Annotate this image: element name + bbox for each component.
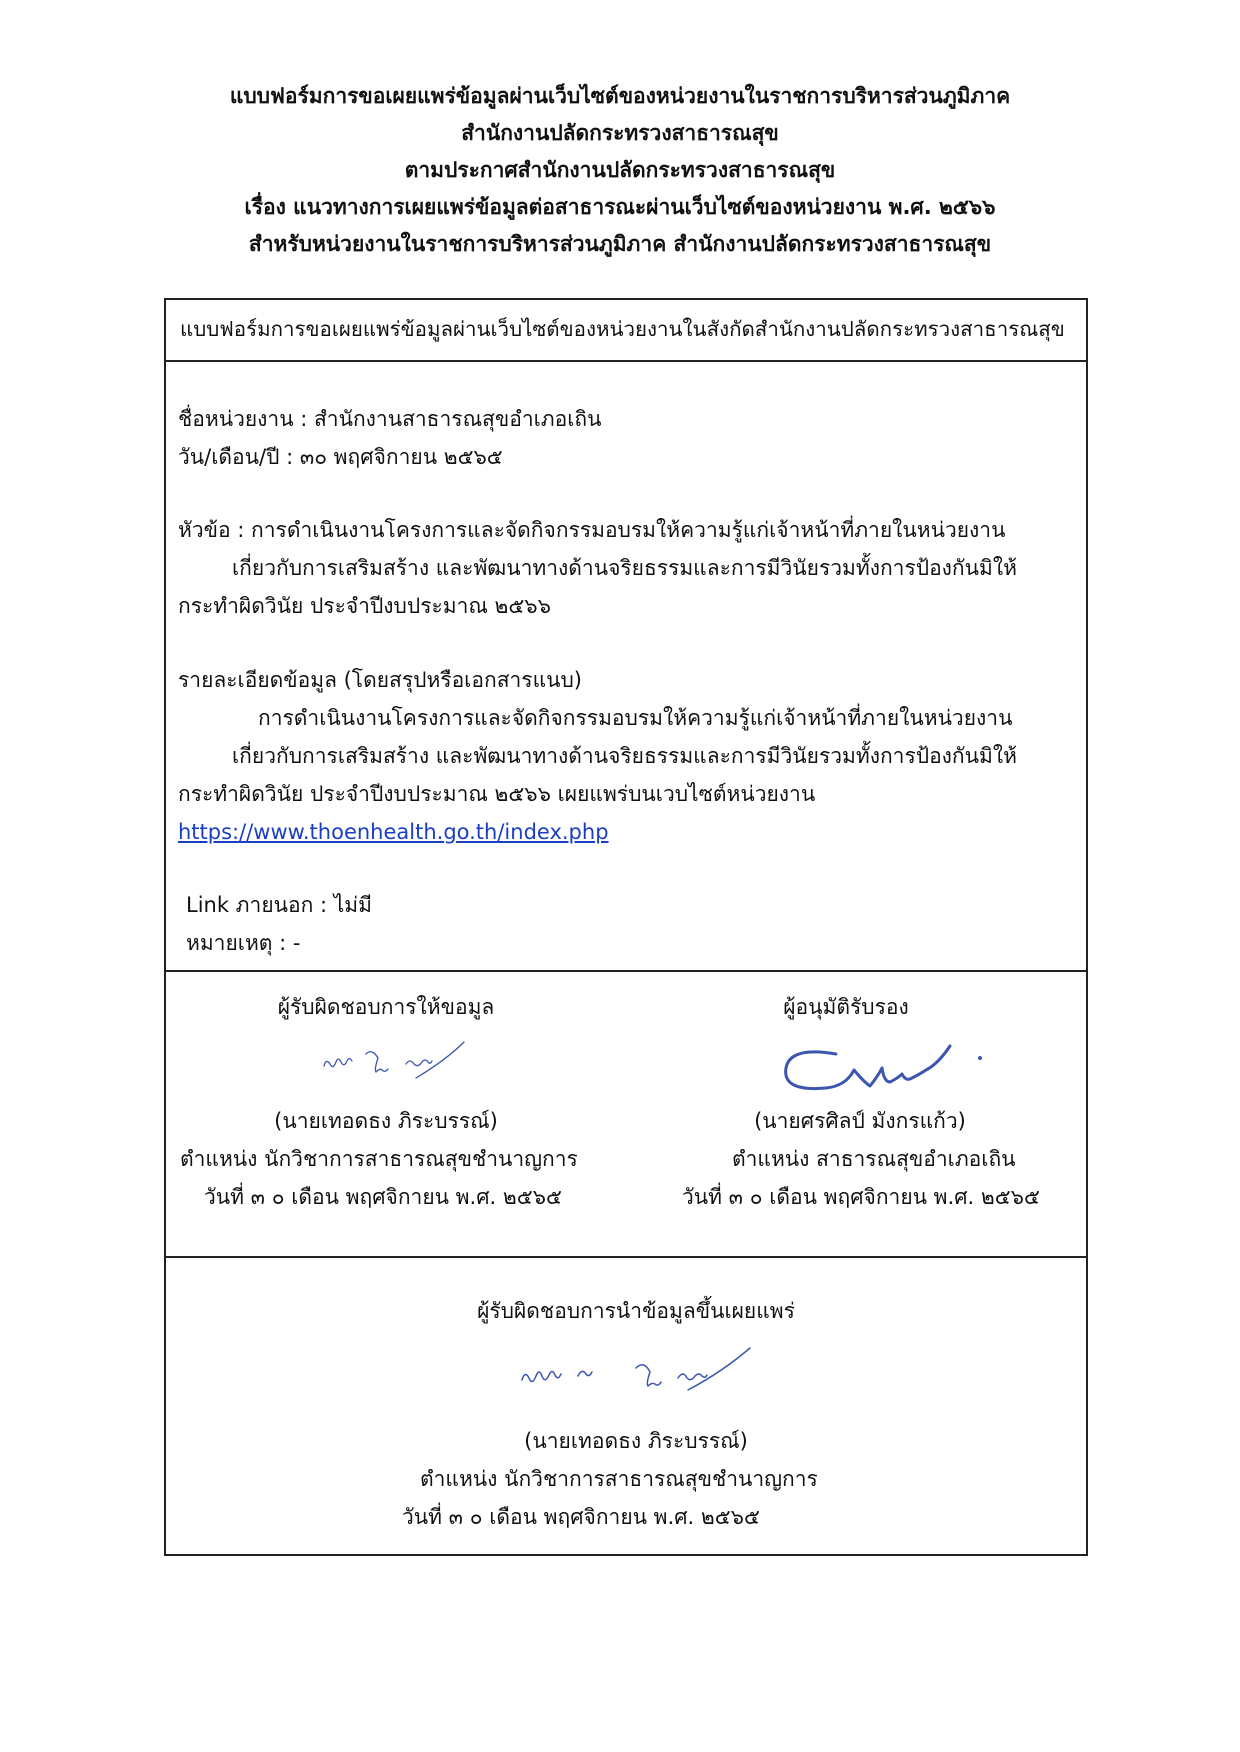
date-line: วัน/เดือน/ปี : ๓๐ พฤศจิกายน ๒๕๖๕ [178, 445, 503, 469]
topic-line-2: เกี่ยวกับการเสริมสร้าง และพัฒนาทางด้านจริยธรรมและการมีวินัยรวมทั้งการป้องกันมิให้ [232, 556, 1017, 580]
website-url-link[interactable]: https://www.thoenhealth.go.th/index.php [178, 820, 609, 844]
form-details-section [166, 360, 1086, 970]
header-title-line-5: สำหรับหน่วยงานในราชการบริหารส่วนภูมิภาค สำนักงานปลัดกระทรวงสาธารณสุข [248, 232, 992, 256]
header-title-line-1: แบบฟอร์มการขอเผยแพร่ข้อมูลผ่านเว็บไซต์ของหน่วยงานในราชการบริหารส่วนภูมิภาค [229, 84, 1011, 108]
external-link-line: Link ภายนอก : ไม่มี [186, 893, 372, 917]
publisher-signature [516, 1344, 756, 1394]
publisher-position: ตำแหน่ง นักวิชาการสาธารณสุขชำนาญการ [420, 1467, 818, 1491]
detail-heading: รายละเอียดข้อมูล (โดยสรุปหรือเอกสารแนบ) [178, 668, 582, 692]
publisher-name: (นายเทอดธง ภิระบรรณ์) [524, 1429, 748, 1453]
header-title-line-2: สำนักงานปลัดกระทรวงสาธารณสุข [461, 121, 779, 145]
header-title-line-4: เรื่อง แนวทางการเผยแพร่ข้อมูลต่อสาธารณะผ่านเว็บไซต์ของหน่วยงาน พ.ศ. ๒๕๖๖ [244, 195, 996, 219]
publisher-heading: ผู้รับผิดชอบการนำข้อมูลขึ้นเผยแพร่ [477, 1299, 795, 1323]
form-title-section [166, 300, 1086, 360]
topic-line-3: กระทำผิดวินัย ประจำปีงบประมาณ ๒๕๖๖ [178, 594, 551, 618]
provider-date: วันที่ ๓ ๐ เดือน พฤศจิกายน พ.ศ. ๒๕๖๕ [204, 1185, 562, 1209]
topic-line-1: หัวข้อ : การดำเนินงานโครงการและจัดกิจกรรมอบรมให้ความรู้แก่เจ้าหน้าที่ภายในหน่วยงาน [178, 518, 1006, 542]
detail-line-1: การดำเนินงานโครงการและจัดกิจกรรมอบรมให้ความรู้แก่เจ้าหน้าที่ภายในหน่วยงาน [258, 706, 1013, 730]
provider-signature [316, 1038, 466, 1084]
approver-date: วันที่ ๓ ๐ เดือน พฤศจิกายน พ.ศ. ๒๕๖๕ [682, 1185, 1040, 1209]
agency-name-line: ชื่อหน่วยงาน : สำนักงานสาธารณสุขอำเภอเถิน [178, 407, 602, 431]
note-line: หมายเหตุ : - [186, 931, 301, 955]
publisher-date: วันที่ ๓ ๐ เดือน พฤศจิกายน พ.ศ. ๒๕๖๕ [402, 1505, 760, 1529]
provider-position: ตำแหน่ง นักวิชาการสาธารณสุขชำนาญการ [180, 1147, 578, 1171]
publisher-section [166, 1256, 1086, 1554]
approver-name: (นายศรศิลป์ มังกรแก้ว) [754, 1109, 966, 1133]
document-header [0, 78, 1240, 263]
form-title: แบบฟอร์มการขอเผยแพร่ข้อมูลผ่านเว็บไซต์ของหน่วยงานในสังกัดสำนักงานปลัดกระทรวงสาธารณสุข [180, 317, 1065, 341]
signature-section [166, 970, 1086, 1256]
approver-heading: ผู้อนุมัติรับรอง [783, 995, 909, 1019]
detail-line-2: เกี่ยวกับการเสริมสร้าง และพัฒนาทางด้านจริยธรรมและการมีวินัยรวมทั้งการป้องกันมิให้ [232, 744, 1017, 768]
header-title-line-3: ตามประกาศสำนักงานปลัดกระทรวงสาธารณสุข [404, 158, 836, 182]
approver-position: ตำแหน่ง สาธารณสุขอำเภอเถิน [732, 1147, 1016, 1171]
request-form [164, 298, 1088, 1556]
provider-heading: ผู้รับผิดชอบการให้ขอมูล [277, 995, 495, 1019]
provider-name: (นายเทอดธง ภิระบรรณ์) [274, 1109, 498, 1133]
detail-line-3: กระทำผิดวินัย ประจำปีงบประมาณ ๒๕๖๖ เผยแพร่บนเวบไซต์หน่วยงาน [178, 782, 816, 806]
approver-signature [784, 1032, 984, 1102]
